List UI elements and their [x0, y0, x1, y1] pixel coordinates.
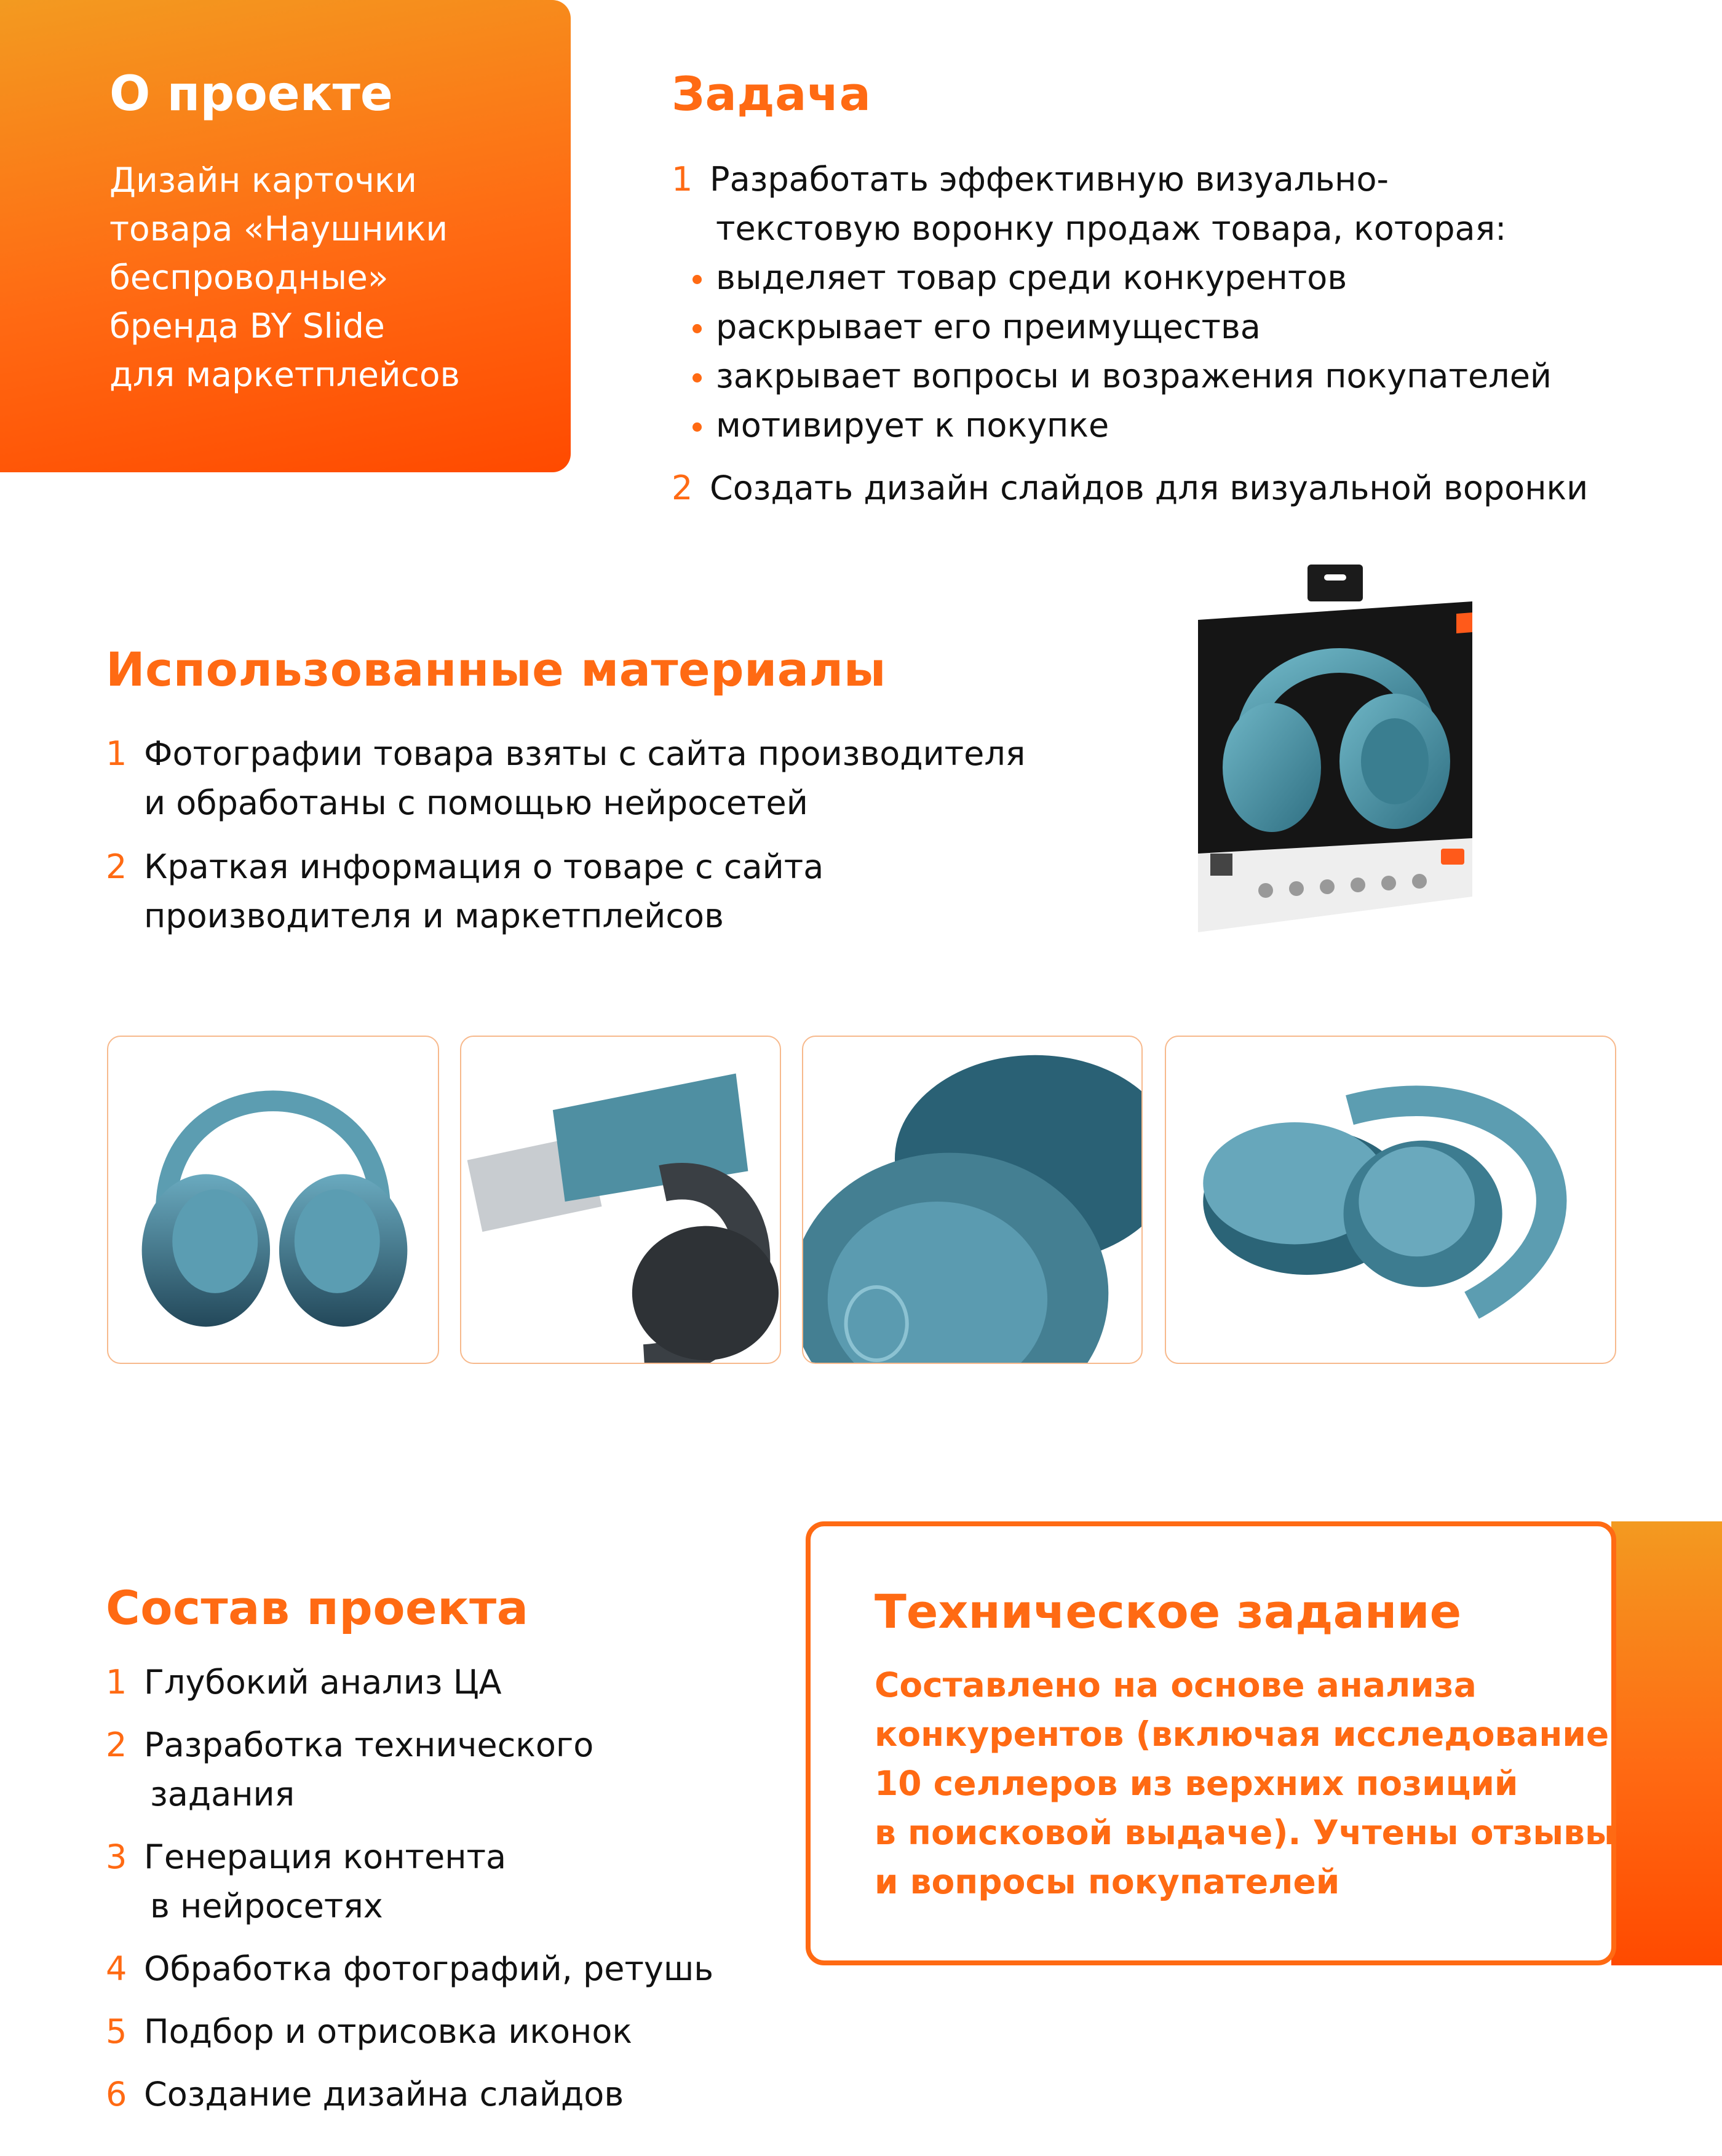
tech-card-body	[806, 1521, 1616, 1965]
composition-item: 2 Разработка технического задания	[106, 1726, 594, 1813]
task-item-2: 2 Создать дизайн слайдов для визуальной воронки	[672, 469, 1589, 507]
task-bullet: выделяет товар среди конкурентов	[672, 253, 1686, 303]
about-title: О проекте	[109, 66, 393, 122]
materials-item-1: 1 Фотографии товара взяты с сайта производителя	[106, 734, 1026, 773]
tech-title: Техническое задание	[875, 1584, 1462, 1639]
materials-list	[106, 729, 1090, 941]
composition-list	[106, 1658, 844, 2133]
headphones-earcup-closeup-photo	[803, 1037, 1141, 1363]
tech-card-gradient-strip	[1611, 1521, 1722, 1965]
product-box-illustration	[1198, 565, 1472, 932]
composition-item: 5 Подбор и отрисовка иконок	[106, 2012, 633, 2051]
composition-item: 1 Глубокий анализ ЦА	[106, 1663, 502, 1702]
headphones-side-photo	[1166, 1037, 1615, 1363]
task-title: Задача	[672, 66, 871, 121]
tech-description: Составлено на основе анализа конкурентов (включая исследование 10 селлеров из верхних позиций в поисковой выдаче). Учтены отзывы и вопросы покупателей	[875, 1665, 1616, 1901]
photo-card-front	[107, 1036, 439, 1364]
task-bullet: раскрывает его преимущества	[672, 303, 1686, 352]
about-card	[0, 0, 571, 472]
materials-title: Использованные материалы	[106, 642, 886, 697]
task-item-1-cont: текстовую воронку продаж товара, которая:	[716, 209, 1507, 248]
materials-item-1-cont: и обработаны с помощью нейросетей	[144, 783, 808, 822]
headphones-front-photo	[108, 1037, 438, 1363]
composition-title: Состав проекта	[106, 1580, 529, 1635]
tech-spec-card	[806, 1521, 1722, 1965]
photo-card-headband	[460, 1036, 781, 1364]
materials-item-2: 2 Краткая информация о товаре с сайта	[106, 847, 824, 886]
photo-card-earcup	[802, 1036, 1143, 1364]
task-list	[672, 155, 1686, 513]
task-item-1: 1 Разработать эффективную визуально-	[672, 160, 1389, 199]
product-box-image	[1198, 565, 1472, 932]
composition-item: 4 Обработка фотографий, ретушь	[106, 1949, 714, 1988]
composition-item: 6 Создание дизайна слайдов	[106, 2075, 624, 2114]
photo-card-side	[1165, 1036, 1616, 1364]
composition-item: 3 Генерация контента в нейросетях	[106, 1837, 507, 1925]
task-bullet: мотивирует к покупке	[672, 401, 1686, 450]
about-description: Дизайн карточки товара «Наушники беспроводные» бренда BY Slide для маркетплейсов	[109, 161, 460, 394]
task-bullet: закрывает вопросы и возражения покупателей	[672, 352, 1686, 401]
materials-item-2-cont: производителя и маркетплейсов	[144, 897, 724, 935]
headphones-headband-photo	[461, 1037, 780, 1363]
